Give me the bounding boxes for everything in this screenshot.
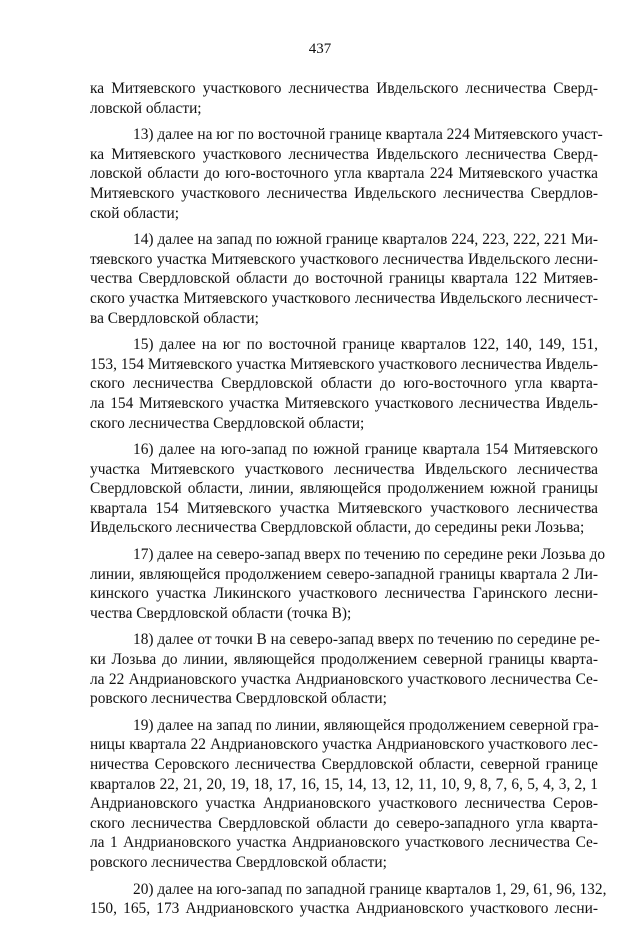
text-line: Свердловской области, линии, являющейся продолжением южной границы	[90, 480, 598, 498]
text-line: ского лесничества Свердловской области до юго-восточного угла кварта-	[90, 375, 598, 393]
text-line: ла 154 Митяевского участка Митяевского участкового лесничества Ивдель-	[90, 394, 598, 412]
text-line: тяевского участка Митяевского участкового лесничества Ивдельского лесни-	[90, 250, 598, 268]
text-line: ловской области до юго-восточного угла квартала 224 Митяевского участка	[90, 165, 598, 183]
text-line: ловской области;	[90, 99, 202, 117]
text-line: ровского лесничества Свердловской области;	[90, 690, 387, 708]
page-number: 437	[308, 41, 332, 57]
text-line: Ивдельского лесничества Свердловской области, до середины реки Лозьва;	[90, 519, 585, 537]
paragraph	[90, 880, 607, 919]
text-line: 150, 165, 173 Андриановского участка Андриановского участкового лесни-	[90, 900, 598, 918]
text-line: 17) далее на северо-запад вверх по течению по середине реки Лозьва до	[133, 546, 606, 564]
paragraph	[90, 335, 598, 433]
text-line: квартала 154 Митяевского участка Митяевского участкового лесничества	[90, 499, 598, 517]
text-line: ва Свердловской области;	[90, 309, 259, 327]
text-line: 153, 154 Митяевского участка Митяевского участкового лесничества Ивдель-	[90, 355, 598, 373]
text-line: 13) далее на юг по восточной границе квартала 224 Митяевского участ-	[133, 126, 603, 144]
paragraph	[90, 545, 606, 623]
paragraph	[90, 79, 598, 118]
paragraph	[90, 125, 603, 223]
text-line: ка Митяевского участкового лесничества Ивдельского лесничества Сверд-	[90, 145, 598, 163]
text-line: ка Митяевского участкового лесничества Ивдельского лесничества Сверд-	[90, 80, 598, 97]
paragraph	[90, 630, 598, 708]
text-line: ского участка Митяевского участкового лесничества Ивдельского лесничест-	[90, 289, 598, 307]
text-line: ла 22 Андриановского участка Андриановского участкового лесничества Се-	[90, 670, 598, 688]
text-line: 14) далее на запад по южной границе кварталов 224, 223, 222, 221 Ми-	[133, 231, 598, 249]
text-line: ницы квартала 22 Андриановского участка Андриановского участкового лес-	[90, 736, 598, 754]
document-body	[90, 79, 607, 926]
text-line: 15) далее на юг по восточной границе кварталов 122, 140, 149, 151,	[133, 336, 598, 354]
text-line: чества Свердловской области (точка В);	[90, 604, 352, 622]
text-line: 16) далее на юго-запад по южной границе квартала 154 Митяевского	[133, 441, 598, 459]
text-line: ского лесничества Свердловской области до северо-западного угла кварта-	[90, 814, 598, 832]
text-line: чества Свердловской области до восточной границы квартала 122 Митяев-	[90, 270, 598, 288]
text-line: кинского участка Ликинского участкового лесничества Гаринского лесни-	[90, 585, 598, 603]
text-line: ничества Серовского лесничества Свердловской области, северной границе	[90, 756, 598, 773]
text-line: 19) далее на запад по линии, являющейся продолжением северной гра-	[133, 716, 599, 734]
text-line: участка Митяевского участкового лесничества Ивдельского лесничества	[90, 460, 598, 478]
paragraph	[90, 716, 598, 873]
text-line: ки Лозьва до линии, являющейся продолжением северной границы кварта-	[90, 651, 598, 669]
text-line: ской области;	[90, 204, 180, 222]
text-line: ла 1 Андриановского участка Андриановского участкового лесничества Се-	[90, 834, 598, 852]
text-line: линии, являющейся продолжением северо-западной границы квартала 2 Ли-	[90, 565, 598, 583]
text-line: кварталов 22, 21, 20, 19, 18, 17, 16, 15, 14, 13, 12, 11, 10, 9, 8, 7, 6, 5, 4, 3, 2, 1	[90, 775, 598, 793]
text-line: ровского лесничества Свердловской области;	[90, 853, 387, 871]
text-line: 20) далее на юго-запад по западной границе кварталов 1, 29, 61, 96, 132,	[133, 880, 607, 898]
text-line: Митяевского участкового лесничества Ивдельского лесничества Свердлов-	[90, 184, 598, 202]
paragraph	[90, 230, 598, 328]
text-line: 18) далее от точки В на северо-запад вверх по течению по середине ре-	[133, 631, 600, 649]
text-line: ского лесничества Свердловской области;	[90, 414, 365, 432]
paragraph	[90, 440, 598, 538]
text-line: Андриановского участка Андриановского участкового лесничества Серов-	[90, 795, 598, 813]
